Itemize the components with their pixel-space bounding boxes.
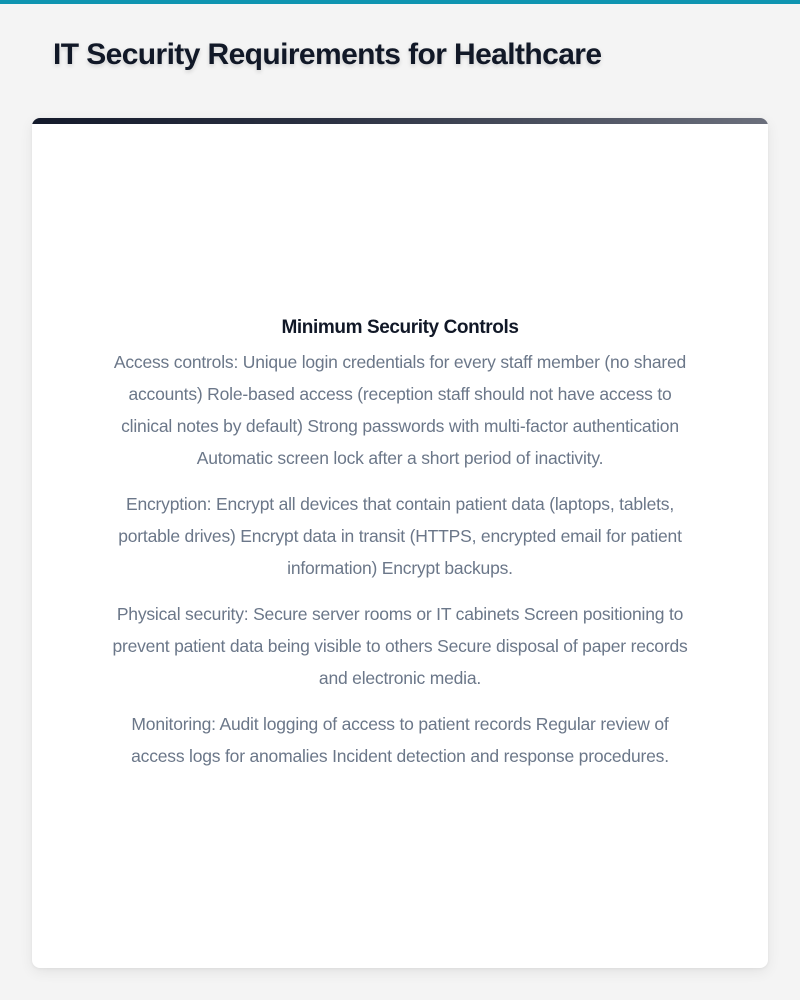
page-title: IT Security Requirements for Healthcare (53, 38, 602, 71)
paragraph-encryption: Encryption: Encrypt all devices that contain patient data (laptops, tablets, portable drives) Encrypt data in transit (HTTPS, encrypted email for patient information) Encrypt backups. (118, 494, 682, 578)
content-card (32, 118, 768, 968)
paragraph-physical-security: Physical security: Secure server rooms or IT cabinets Screen positioning to prevent patient data being visible to others Secure disposal of paper records and electronic media. (112, 604, 688, 688)
card-body (32, 314, 768, 786)
paragraph-monitoring: Monitoring: Audit logging of access to patient records Regular review of access logs for anomalies Incident detection and response procedures. (131, 714, 669, 766)
card-accent-bar (32, 118, 768, 124)
paragraph-access-controls: Access controls: Unique login credentials for every staff member (no shared accounts) Role-based access (reception staff should not have access to clinical notes by default) Strong passwords with multi-factor authentication Automatic screen lock after a short period of inactivity. (113, 352, 687, 468)
section-heading: Minimum Security Controls (281, 317, 519, 338)
